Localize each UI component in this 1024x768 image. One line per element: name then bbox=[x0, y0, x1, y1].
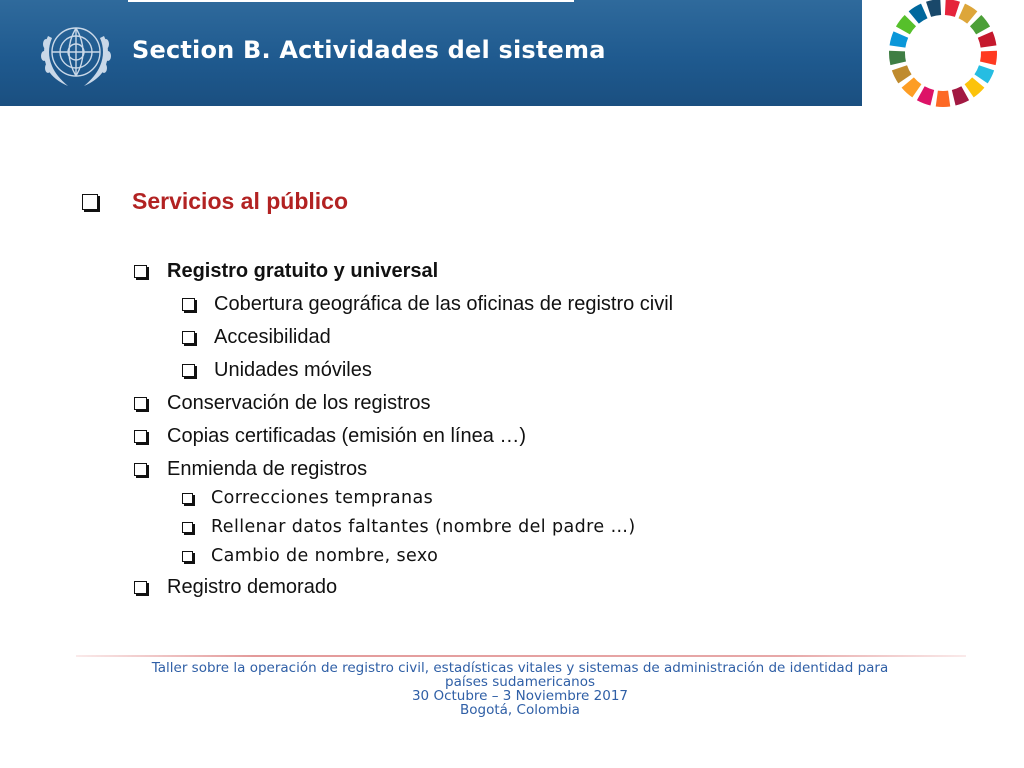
list-item bbox=[134, 458, 367, 481]
list-item bbox=[182, 359, 372, 382]
list-item-label: Accesibilidad bbox=[214, 326, 331, 348]
footer-line: países sudamericanos bbox=[445, 674, 595, 690]
list-item-label: Conservación de los registros bbox=[167, 392, 431, 414]
list-item bbox=[134, 576, 337, 599]
checkbox-bullet-icon bbox=[134, 430, 147, 443]
list-item-label: Unidades móviles bbox=[214, 359, 372, 381]
list-item-label: Registro gratuito y universal bbox=[167, 260, 439, 282]
list-item-label: Correcciones tempranas bbox=[211, 488, 434, 508]
checkbox-bullet-icon bbox=[182, 298, 195, 311]
list-item bbox=[182, 326, 331, 349]
list-item bbox=[134, 425, 526, 448]
checkbox-bullet-icon bbox=[134, 265, 147, 278]
list-item-label: Cobertura geográfica de las oficinas de registro civil bbox=[214, 293, 674, 315]
heading-servicios bbox=[82, 188, 348, 215]
footer-line: 30 Octubre – 3 Noviembre 2017 bbox=[411, 688, 629, 704]
page-title: Section B. Actividades del sistema bbox=[132, 36, 606, 64]
checkbox-bullet-icon bbox=[182, 551, 193, 562]
list-item-label: Cambio de nombre, sexo bbox=[211, 546, 439, 566]
list-item bbox=[182, 517, 636, 537]
list-item-label: Rellenar datos faltantes (nombre del padre …) bbox=[211, 517, 636, 537]
list-item bbox=[182, 293, 673, 316]
checkbox-bullet-icon bbox=[182, 364, 195, 377]
list-item-label: Registro demorado bbox=[167, 576, 338, 598]
list-item bbox=[134, 260, 438, 283]
section-heading: Servicios al público bbox=[132, 188, 349, 214]
list-item bbox=[182, 488, 433, 508]
checkbox-bullet-icon bbox=[134, 463, 147, 476]
checkbox-bullet-icon bbox=[134, 581, 147, 594]
checkbox-bullet-icon bbox=[134, 397, 147, 410]
checkbox-bullet-icon bbox=[182, 493, 193, 504]
footer-divider bbox=[76, 655, 966, 657]
checkbox-bullet-icon bbox=[182, 522, 193, 533]
list-item bbox=[182, 546, 438, 566]
list-item bbox=[134, 392, 430, 415]
footer bbox=[100, 661, 940, 717]
checkbox-bullet-icon bbox=[182, 331, 195, 344]
footer-line: Taller sobre la operación de registro civil, estadísticas vitales y sistemas de administración de identidad para bbox=[151, 660, 889, 676]
list-item-label: Enmienda de registros bbox=[167, 458, 368, 480]
checkbox-bullet-icon bbox=[82, 194, 98, 210]
list-item-label: Copias certificadas (emisión en línea …) bbox=[167, 425, 527, 447]
footer-line: Bogotá, Colombia bbox=[460, 702, 580, 718]
